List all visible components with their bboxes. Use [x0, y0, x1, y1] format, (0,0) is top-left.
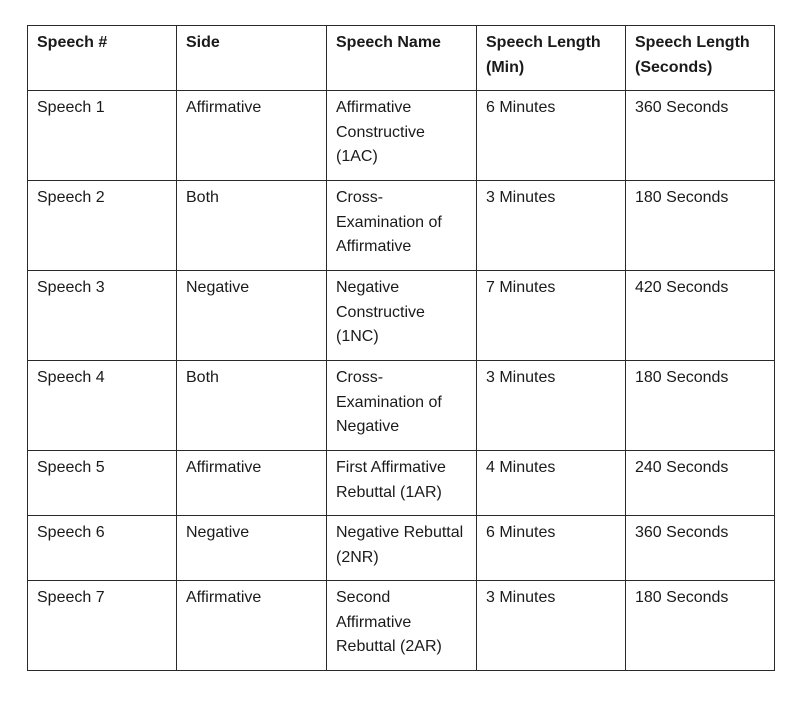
cell-speech: Speech 2 [28, 181, 177, 271]
cell-speech: Speech 5 [28, 451, 177, 516]
table-row [28, 516, 775, 581]
table-row [28, 581, 775, 671]
header-side: Side [177, 26, 327, 91]
table-row [28, 181, 775, 271]
cell-name: Cross-Examination of Affirmative [327, 181, 477, 271]
cell-seconds: 360 Seconds [626, 516, 775, 581]
cell-name: Affirmative Constructive (1AC) [327, 91, 477, 181]
cell-side: Both [177, 181, 327, 271]
cell-name: Cross-Examination of Negative [327, 361, 477, 451]
cell-minutes: 7 Minutes [477, 271, 626, 361]
cell-seconds: 180 Seconds [626, 361, 775, 451]
cell-speech: Speech 4 [28, 361, 177, 451]
speech-schedule-table [27, 25, 775, 671]
cell-minutes: 6 Minutes [477, 516, 626, 581]
table-header-row [28, 26, 775, 91]
cell-side: Negative [177, 516, 327, 581]
cell-seconds: 360 Seconds [626, 91, 775, 181]
table-row [28, 271, 775, 361]
cell-name: Negative Constructive (1NC) [327, 271, 477, 361]
cell-side: Negative [177, 271, 327, 361]
cell-speech: Speech 1 [28, 91, 177, 181]
cell-side: Affirmative [177, 91, 327, 181]
cell-seconds: 180 Seconds [626, 181, 775, 271]
header-length-min: Speech Length (Min) [477, 26, 626, 91]
cell-seconds: 420 Seconds [626, 271, 775, 361]
cell-minutes: 3 Minutes [477, 361, 626, 451]
cell-seconds: 180 Seconds [626, 581, 775, 671]
header-speech-number: Speech # [28, 26, 177, 91]
cell-name: First Affirmative Rebuttal (1AR) [327, 451, 477, 516]
cell-side: Both [177, 361, 327, 451]
header-speech-name: Speech Name [327, 26, 477, 91]
cell-minutes: 6 Minutes [477, 91, 626, 181]
cell-minutes: 4 Minutes [477, 451, 626, 516]
table-row [28, 91, 775, 181]
cell-name: Negative Rebuttal (2NR) [327, 516, 477, 581]
table-row [28, 361, 775, 451]
cell-speech: Speech 6 [28, 516, 177, 581]
cell-speech: Speech 7 [28, 581, 177, 671]
cell-speech: Speech 3 [28, 271, 177, 361]
cell-side: Affirmative [177, 581, 327, 671]
table-row [28, 451, 775, 516]
cell-minutes: 3 Minutes [477, 581, 626, 671]
cell-minutes: 3 Minutes [477, 181, 626, 271]
cell-name: Second Affirmative Rebuttal (2AR) [327, 581, 477, 671]
header-length-seconds: Speech Length (Seconds) [626, 26, 775, 91]
cell-seconds: 240 Seconds [626, 451, 775, 516]
cell-side: Affirmative [177, 451, 327, 516]
